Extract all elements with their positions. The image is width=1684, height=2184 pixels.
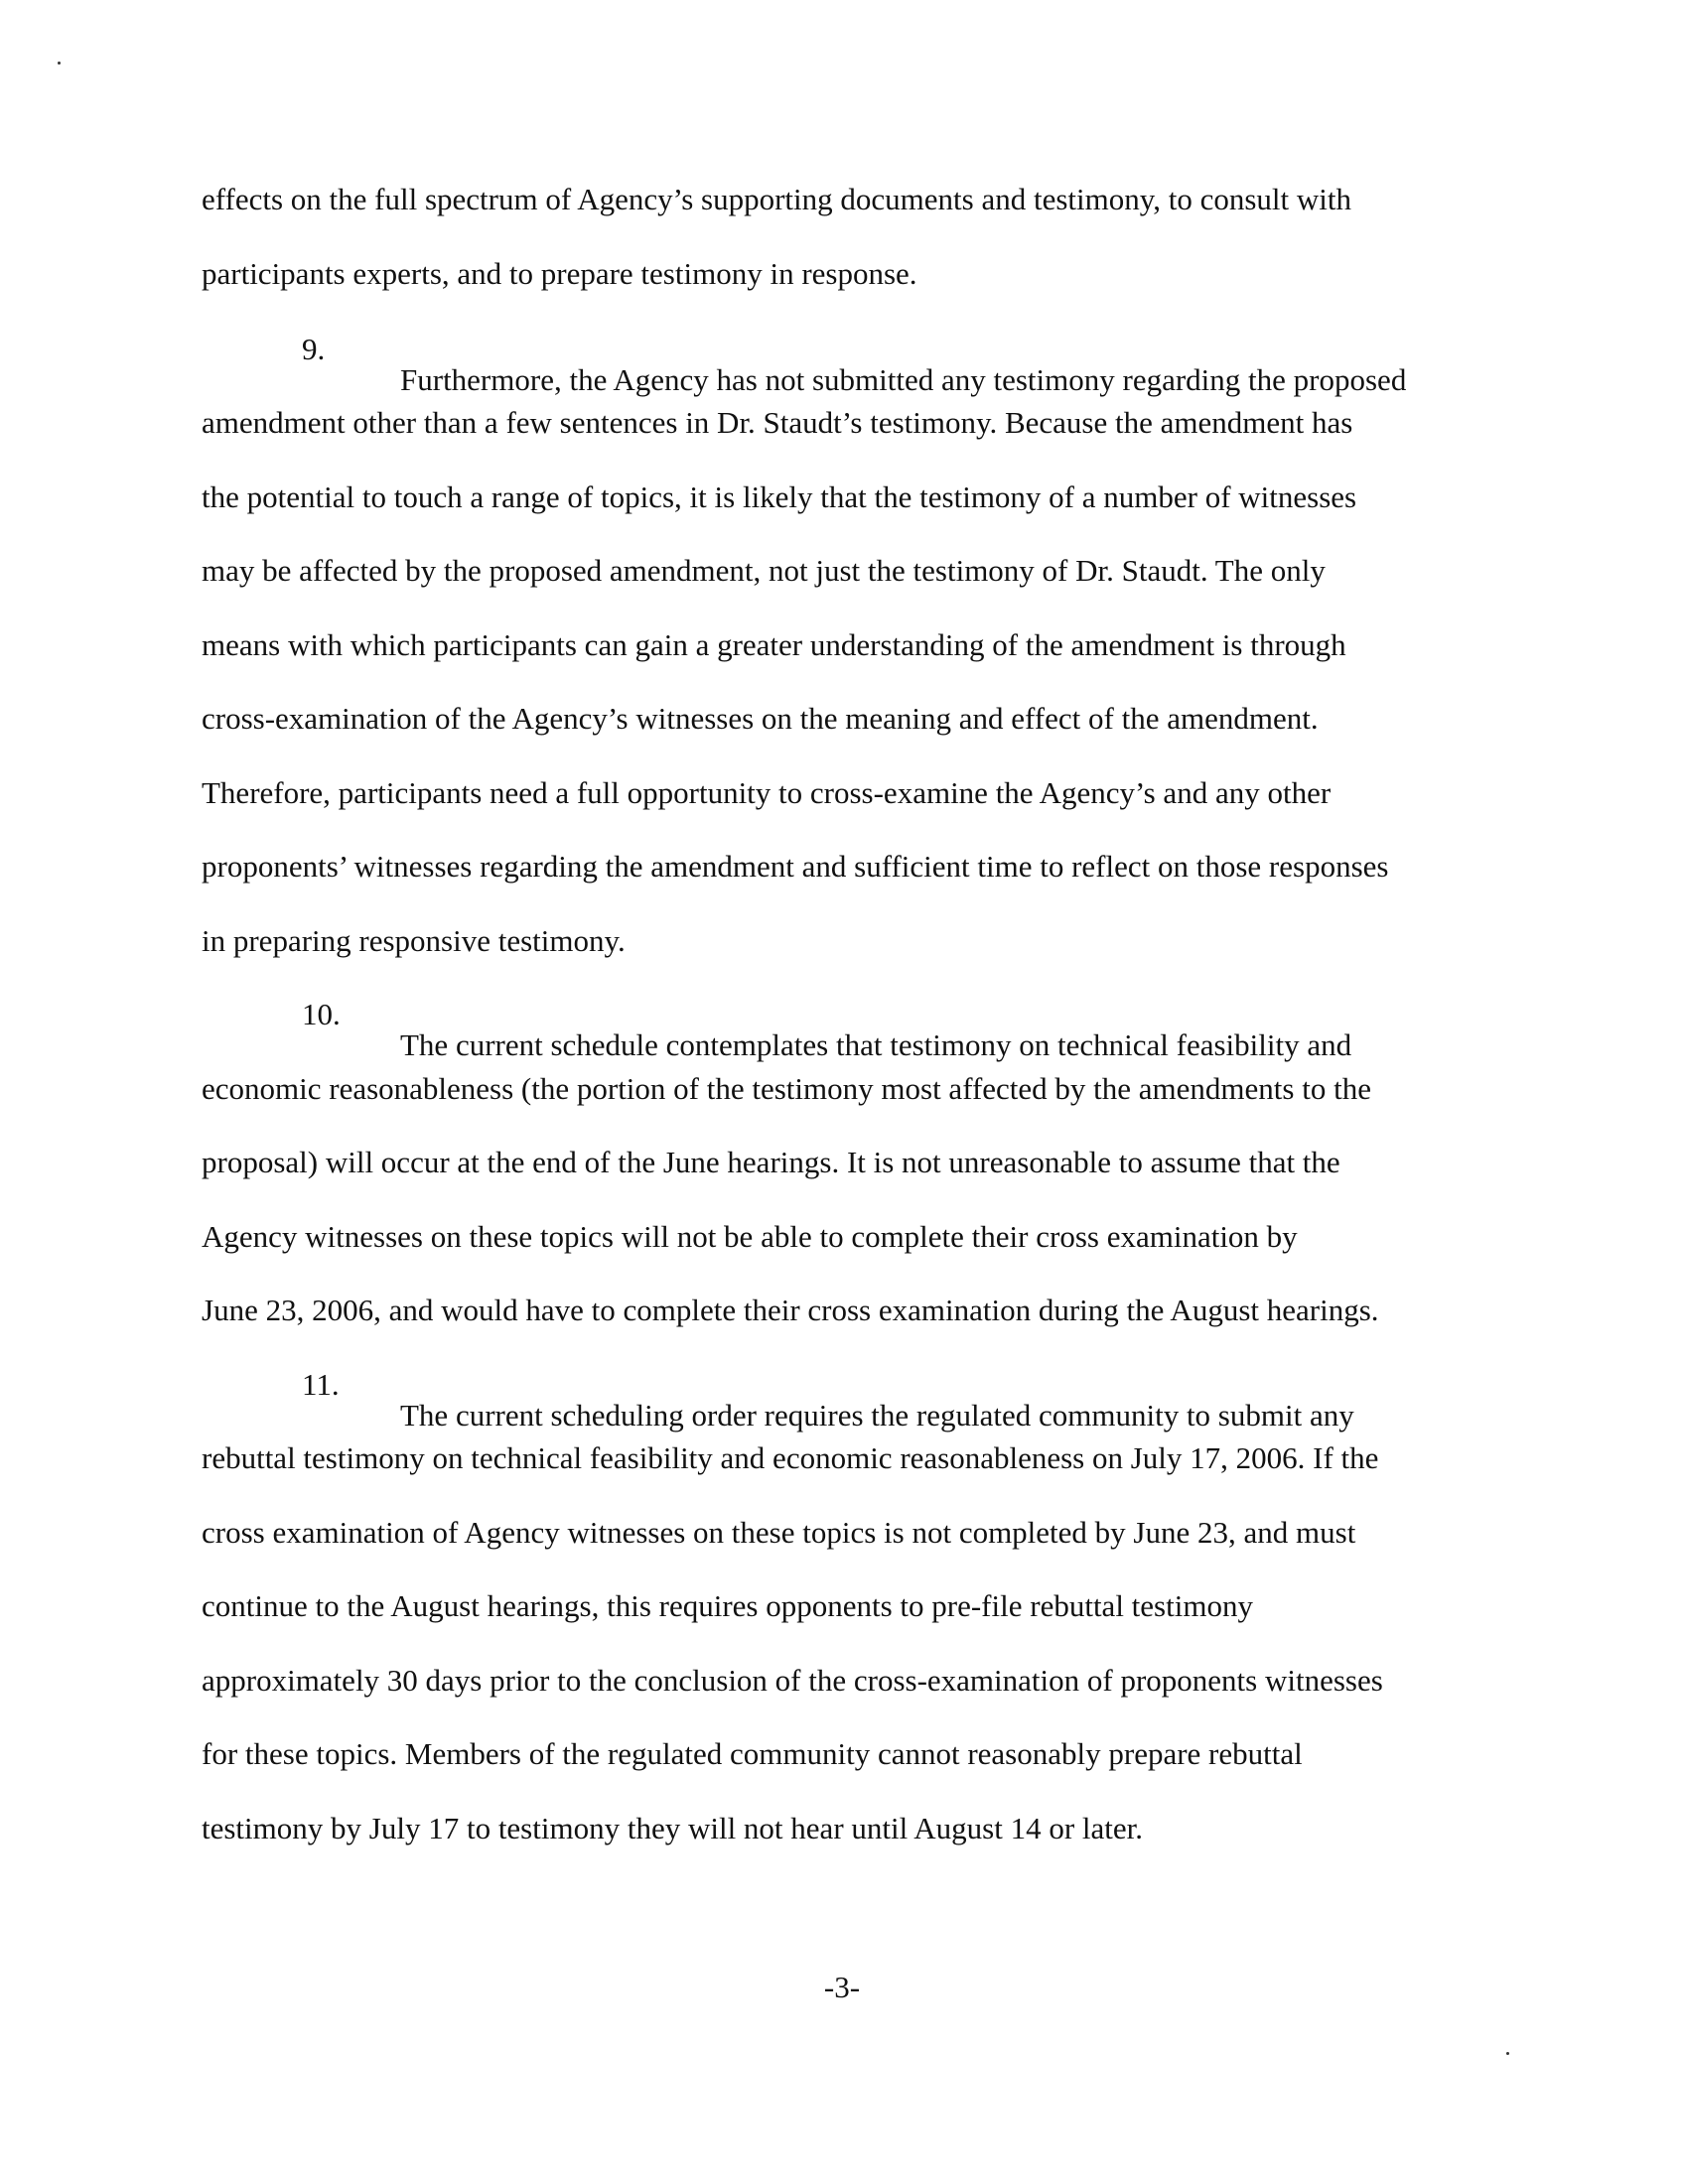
text-line: for these topics. Members of the regulated community cannot reasonably prepare rebuttal (202, 1736, 1303, 1771)
text-line: The current scheduling order requires the regulated community to submit any (400, 1398, 1354, 1433)
scan-speck (58, 62, 61, 65)
text-line: in preparing responsive testimony. (202, 923, 626, 958)
text-line: cross-examination of the Agency’s witnesses on the meaning and effect of the amendment. (202, 701, 1319, 736)
text-line: proponents’ witnesses regarding the amendment and sufficient time to reflect on those responses (202, 849, 1389, 884)
text-line: Agency witnesses on these topics will not be able to complete their cross examination by (202, 1219, 1298, 1254)
text-line: June 23, 2006, and would have to complete their cross examination during the August hearings. (202, 1293, 1379, 1327)
text-line: approximately 30 days prior to the conclusion of the cross-examination of proponents witnesses (202, 1663, 1383, 1698)
text-line: means with which participants can gain a greater understanding of the amendment is through (202, 627, 1346, 662)
paragraph-number: 11. (302, 1367, 340, 1402)
text-line: the potential to touch a range of topics, it is likely that the testimony of a number of witnesses (202, 479, 1357, 514)
text-line: Therefore, participants need a full opportunity to cross-examine the Agency’s and any other (202, 775, 1332, 810)
scan-speck (1506, 2052, 1509, 2055)
text-line: continue to the August hearings, this requires opponents to pre-file rebuttal testimony (202, 1588, 1253, 1623)
paragraph-number: 9. (302, 332, 326, 366)
text-line: rebuttal testimony on technical feasibility and economic reasonableness on July 17, 2006. If the (202, 1440, 1379, 1475)
text-line: cross examination of Agency witnesses on these topics is not completed by June 23, and must (202, 1515, 1356, 1550)
text-line: amendment other than a few sentences in Dr. Staudt’s testimony. Because the amendment has (202, 405, 1353, 440)
text-line: testimony by July 17 to testimony they will not hear until August 14 or later. (202, 1811, 1144, 1845)
text-line: participants experts, and to prepare testimony in response. (202, 256, 917, 291)
text-line: economic reasonableness (the portion of the testimony most affected by the amendments to the (202, 1071, 1371, 1106)
paragraph-number: 10. (302, 997, 341, 1031)
text-line: proposal) will occur at the end of the June hearings. It is not unreasonable to assume that the (202, 1145, 1340, 1179)
text-line: Furthermore, the Agency has not submitted any testimony regarding the proposed (400, 362, 1407, 397)
text-line: may be affected by the proposed amendment, not just the testimony of Dr. Staudt. The only (202, 553, 1326, 588)
text-line: effects on the full spectrum of Agency’s supporting documents and testimony, to consult with (202, 182, 1352, 216)
page-number: -3- (823, 1970, 861, 2004)
text-line: The current schedule contemplates that testimony on technical feasibility and (400, 1027, 1352, 1062)
